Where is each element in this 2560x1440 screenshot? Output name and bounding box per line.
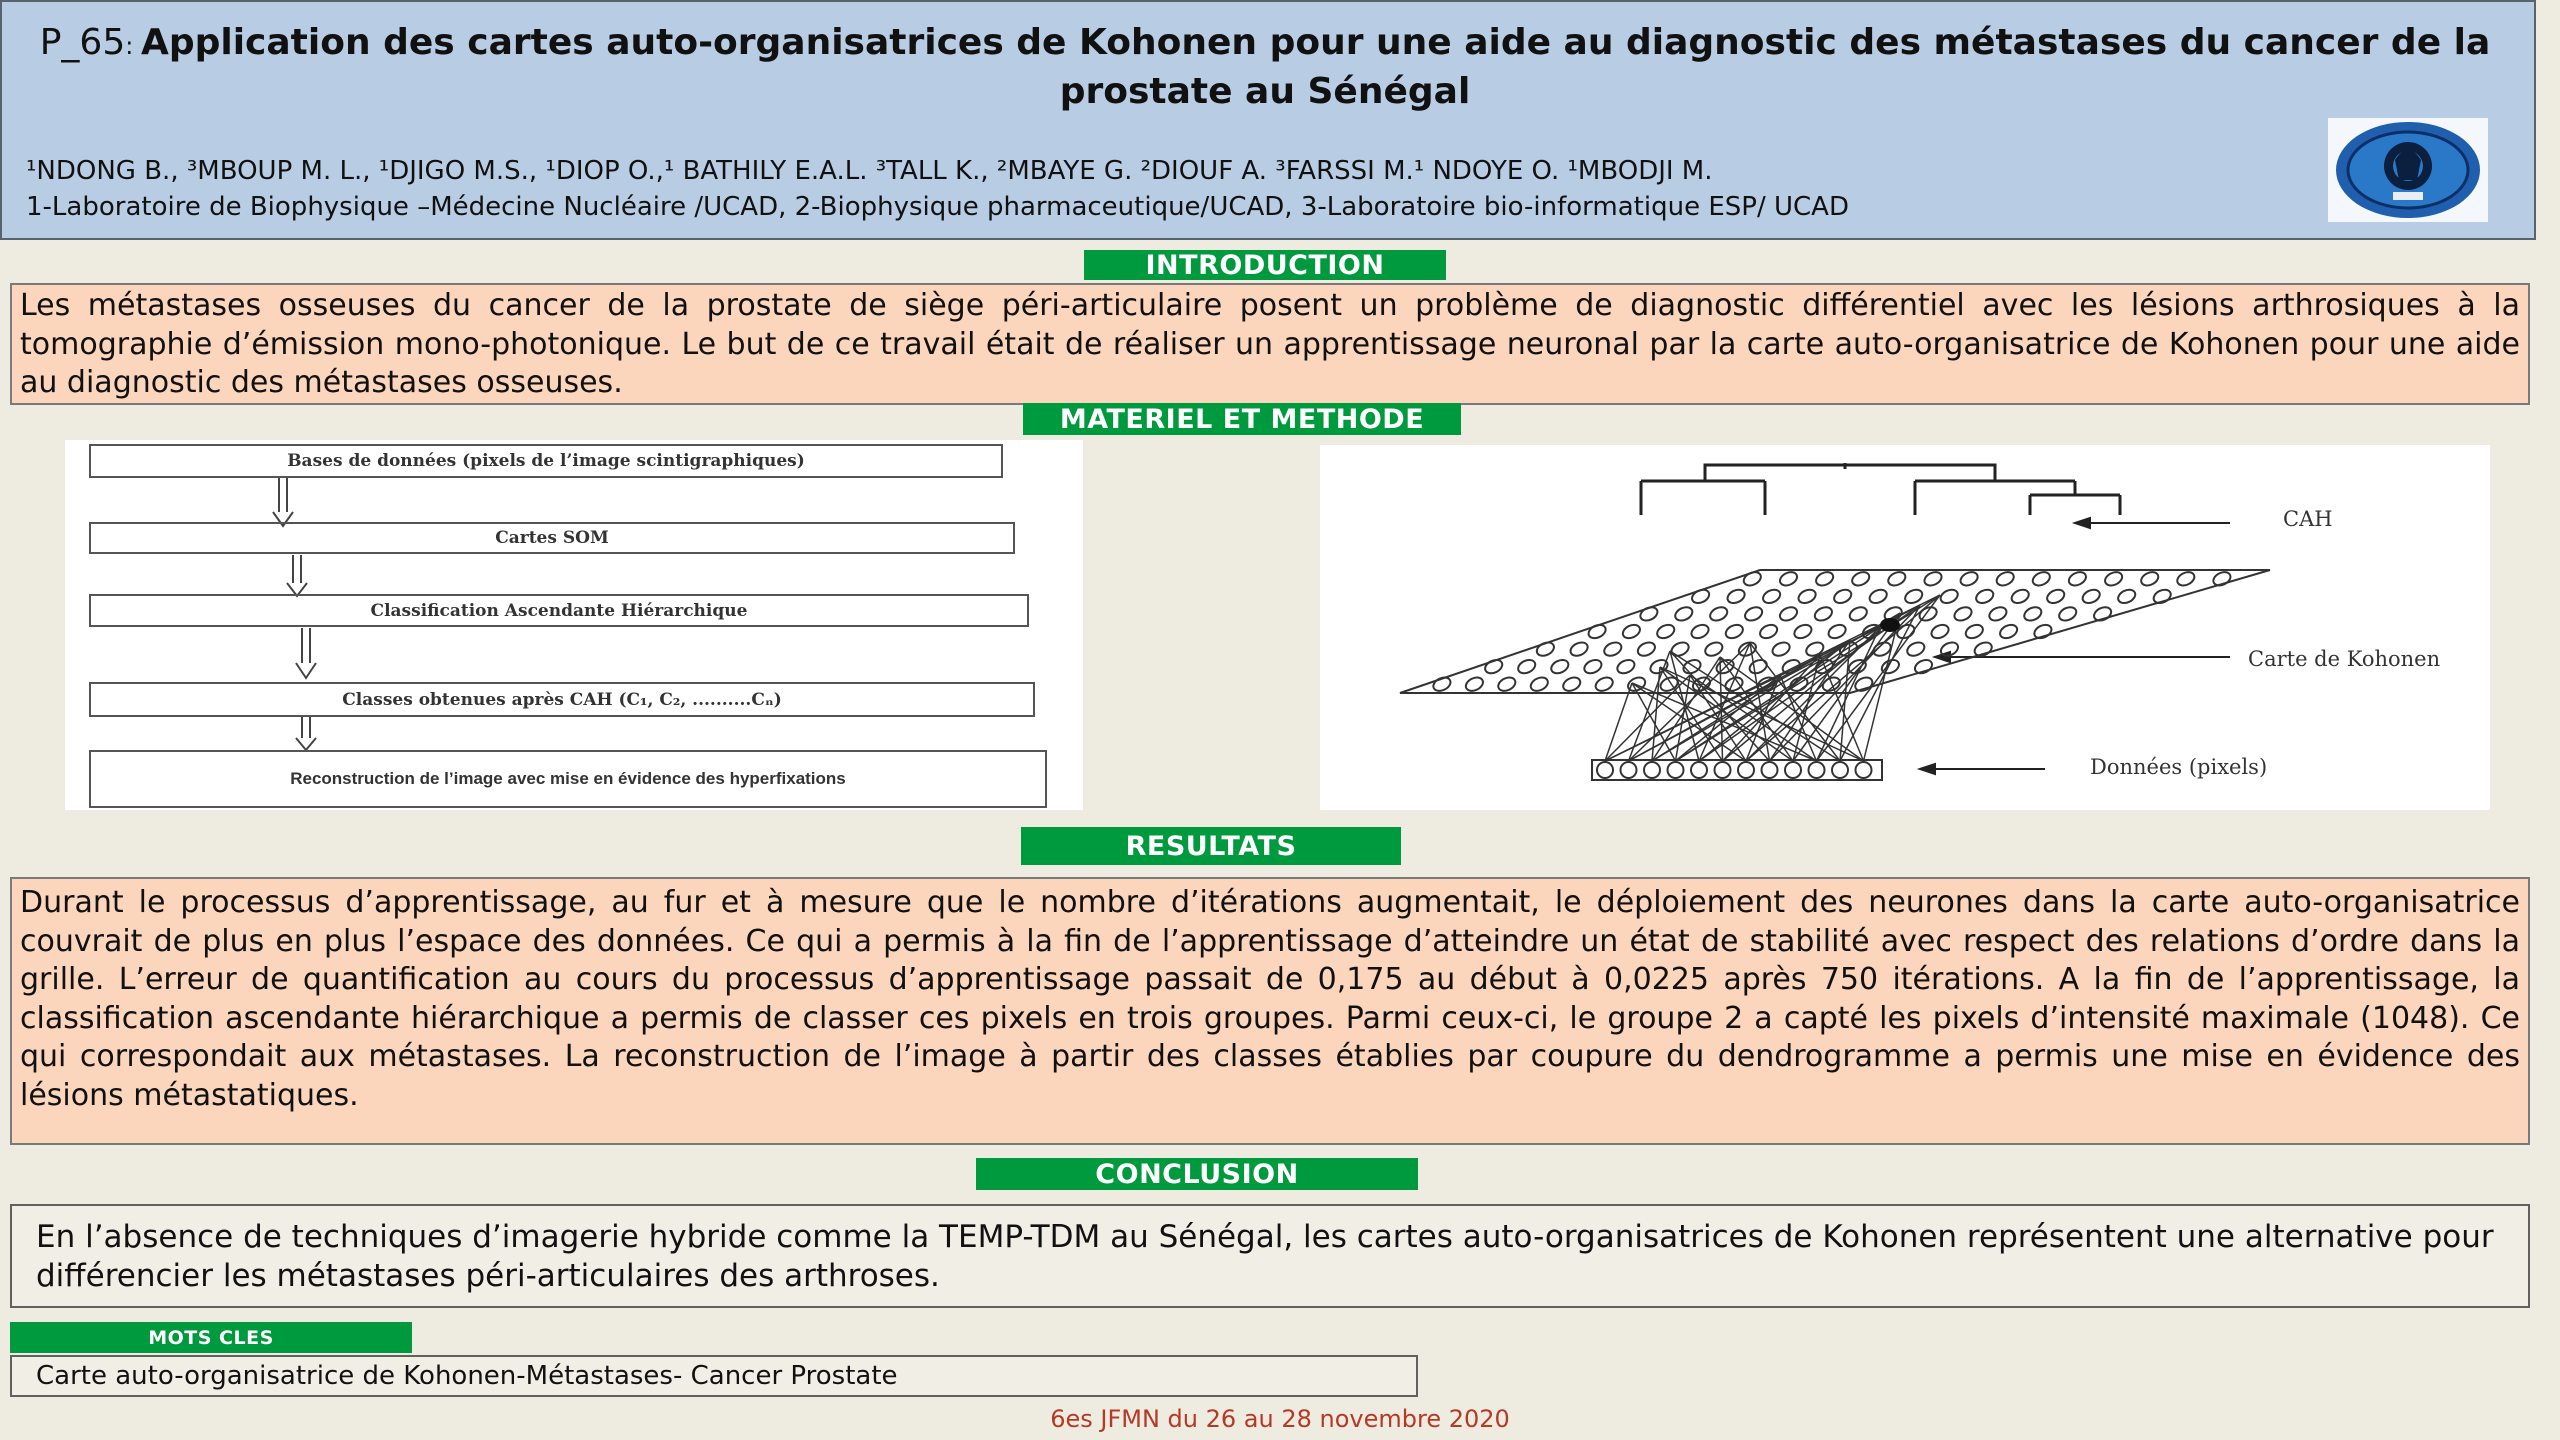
data-node [1785,762,1801,778]
neuron-node [1703,640,1724,658]
dendrogram [1641,463,2120,515]
neuron-node [1638,605,1659,623]
neuron-node [2010,587,2031,605]
authors-line: ¹NDONG B., ³MBOUP M. L., ¹DJIGO M.S., ¹DIOP O.,¹ BATHILY E.A.L. ³TALL K., ²MBAYE G. ²DIOUF A. ³FARSSI M.¹ NDOYE O. ¹MBODJI M. [26,156,1713,186]
university-logo [2328,118,2488,222]
neuron-node [1669,640,1690,658]
neuron-node [1725,587,1746,605]
neuron-node [1708,605,1729,623]
neuron-node [1621,622,1642,640]
data-node [1715,762,1731,778]
data-node [1762,762,1778,778]
keywords-heading: MOTS CLES [10,1322,412,1353]
neuron-node [1561,675,1582,693]
introduction-heading: INTRODUCTION [1084,250,1446,280]
data-node [1738,762,1754,778]
neuron-node [1998,622,2019,640]
neuron-node [1832,587,1853,605]
data-node [1856,762,1872,778]
label-data: Données (pixels) [2090,755,2268,779]
neuron-node [1636,640,1657,658]
neuron-node [1689,622,1710,640]
data-node [1621,762,1637,778]
keywords-text: Carte auto-organisatrice de Kohonen-Métastases- Cancer Prostate [10,1355,1418,1397]
neuron-node [1929,622,1950,640]
neuron-node [1974,587,1995,605]
data-node [1668,762,1684,778]
neuron-node [1886,570,1907,588]
neuron-node [1987,605,2008,623]
flow-step-3: Classification Ascendante Hiérarchique [89,594,1029,627]
neuron-node [1431,675,1452,693]
flow-step-2: Cartes SOM [89,522,1015,554]
neuron-node [1594,675,1615,693]
neuron-node [2057,605,2078,623]
data-node [1691,762,1707,778]
neuron-node [2175,570,2196,588]
neuron-node [1952,605,1973,623]
neuron-node [1761,587,1782,605]
neuron-node [1690,587,1711,605]
neuron-node [1535,640,1556,658]
neuron-node [1615,657,1636,675]
neuron-node [1464,675,1485,693]
poster-id: P_65 [39,22,126,63]
neuron-node [1778,570,1799,588]
neuron-node [1880,657,1901,675]
neuron-node [1770,640,1791,658]
seal-icon [2333,120,2483,220]
label-kohonen: Carte de Kohonen [2248,647,2441,671]
data-node [1832,762,1848,778]
neuron-node [1529,675,1550,693]
neuron-node [1903,587,1924,605]
neuron-node [2116,587,2137,605]
flow-step-5: Reconstruction de l’image avec mise en évidence des hyperfixations [89,750,1047,808]
neuron-node [1995,570,2016,588]
neuron-node [1516,657,1537,675]
results-text: Durant le processus d’apprentissage, au fur et à mesure que le nombre d’itérations augmentait, le déploiement des neurones dans la carte auto-organisatrice couvrait de plus en plus l’espace des données. Ce qui a permis à la fin de l’apprentissage d’atteindre un état de stabilité avec respect des relations d’ordre dans la grille. L’erreur de quantification au cours du processus d’apprentissage passait de 0,175 au début à 0,0225 après 750 itérations. A la fin de l’apprentissage, la classification ascendante hiérarchique a permis de classer ces pixels en trois groupes. Parmi ceux-ci, le groupe 2 a capté les pixels d’intensité maximale (1048). Ce qui correspondait aux métastases. La reconstruction de l’image à partir des classes établies par coupure du dendrogramme a permis une mise en évidence des lésions métastatiques. [10,877,2530,1145]
poster-title-text: Application des cartes auto-organisatrices de Kohonen pour une aide au diagnostic des métastases du cancer de la prostate au Sénégal [140,22,2491,112]
neuron-node [1792,622,1813,640]
neuron-node [1483,657,1504,675]
neuron-node [1602,640,1623,658]
conference-footer: 6es JFMN du 26 au 28 novembre 2020 [1050,1405,1510,1433]
neuron-node [1586,622,1607,640]
neuron-node [1748,657,1769,675]
data-node [1809,762,1825,778]
neuron-node [1796,587,1817,605]
neuron-node [1905,640,1926,658]
flow-step-1: Bases de données (pixels de l’image scintigraphiques) [89,444,1003,478]
neuron-node [1848,605,1869,623]
neuron-node [1778,605,1799,623]
neuron-node [1582,657,1603,675]
neuron-node [1655,622,1676,640]
kohonen-diagram-drawing [1320,445,2490,810]
neuron-node [1939,587,1960,605]
neuron-node [1868,587,1889,605]
affiliations-line: 1-Laboratoire de Biophysique –Médecine Nucléaire /UCAD, 2-Biophysique pharmaceutique/UCAD, 3-Laboratoire bio-informatique ESP/ UCAD [26,192,1849,222]
neuron-node [2081,587,2102,605]
label-cah: CAH [2283,507,2333,531]
neuron-node [1742,570,1763,588]
neuron-node [1758,622,1779,640]
neuron-node [2067,570,2088,588]
neuron-node [1673,605,1694,623]
data-nodes [1597,762,1872,778]
conclusion-text: En l’absence de techniques d’imagerie hybride comme la TEMP-TDM au Sénégal, les cartes auto-organisatrices de Kohonen représentent une alternative pour différencier les métastases péri-articulaires des arthroses. [10,1204,2530,1308]
neuron-node [1964,622,1985,640]
neuron-node [2045,587,2066,605]
poster-title: P_65: Application des cartes auto-organisatrices de Kohonen pour une aide au diagnostic des métastases du cancer de la prostate au Sénégal [39,22,2491,112]
results-heading: RESULTATS [1021,827,1401,865]
introduction-text: Les métastases osseuses du cancer de la prostate de siège péri-articulaire posent un problème de diagnostic différentiel avec les lésions arthrosiques à la tomographie d’émission mono-photonique. Le but de ce travail était de réaliser un apprentissage neuronal par la carte auto-organisatrice de Kohonen pour une aide au diagnostic des métastases osseuses. [10,283,2530,405]
neuron-node [1724,622,1745,640]
neuron-node [1549,657,1570,675]
winner-neuron [1880,618,1900,632]
methods-heading: MATERIEL ET METHODE [1023,403,1461,435]
neuron-node [1568,640,1589,658]
neuron-node [1850,570,1871,588]
data-node [1644,762,1660,778]
neuron-node [2031,570,2052,588]
neuron-node [1496,675,1517,693]
flowchart-figure [65,440,1083,810]
neuron-node [1813,605,1834,623]
neuron-node [2139,570,2160,588]
kohonen-map-plane [1400,570,2270,693]
neuron-node [1958,570,1979,588]
neuron-node [1743,605,1764,623]
neuron-node [1826,622,1847,640]
kohonen-diagram [1320,445,2490,810]
neuron-node [2022,605,2043,623]
neuron-node [2103,570,2124,588]
flow-step-4: Classes obtenues après CAH (C₁, C₂, ..........Cₙ) [89,682,1035,717]
neuron-node [1814,570,1835,588]
neuron-node [1922,570,1943,588]
conclusion-heading: CONCLUSION [976,1158,1418,1190]
data-node [1597,762,1613,778]
